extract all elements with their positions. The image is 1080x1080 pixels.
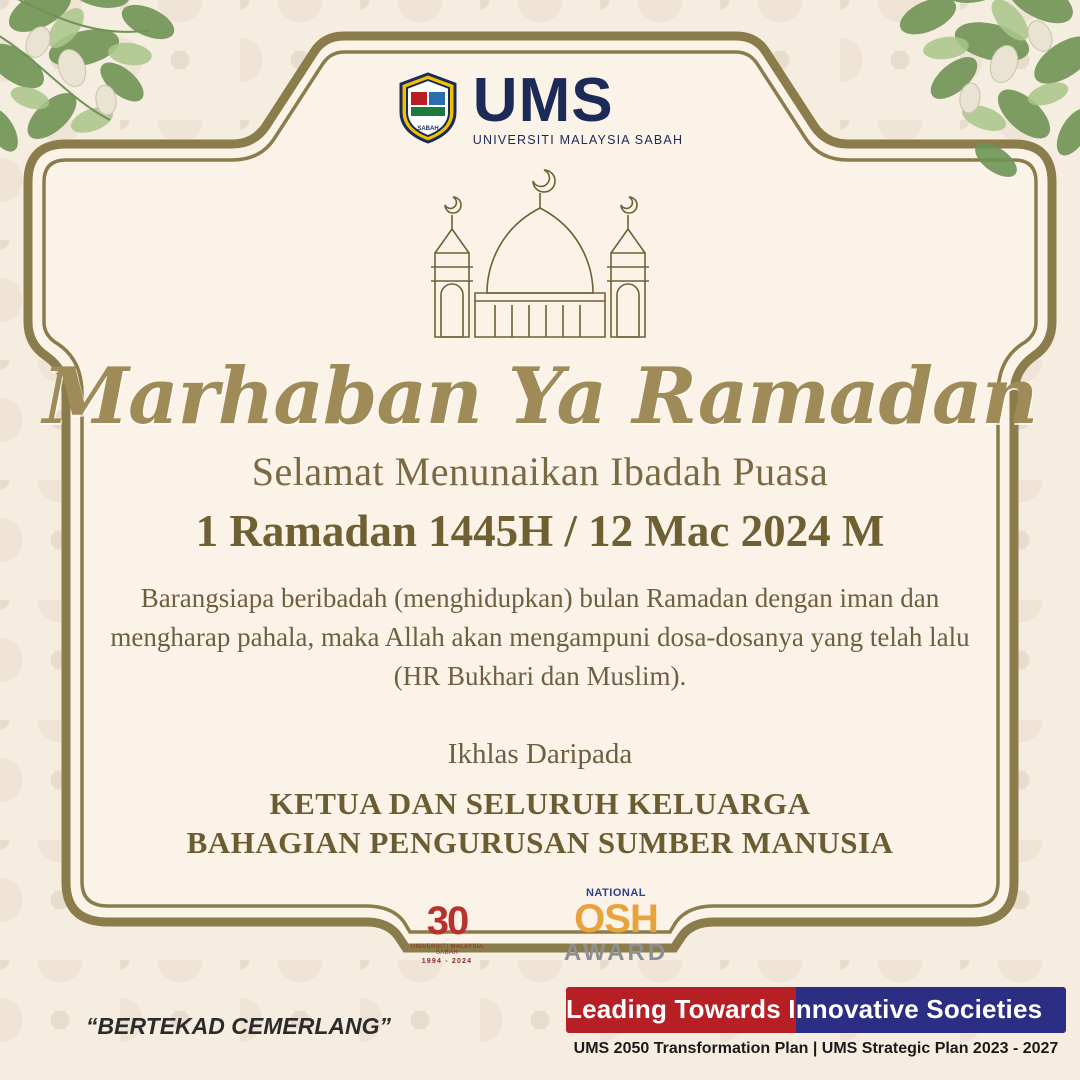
- signer-line-2: BAHAGIAN PENGURUSAN SUMBER MANUSIA: [186, 824, 894, 860]
- signer-line-1: KETUA DAN SELURUH KELUARGA: [269, 785, 811, 821]
- card-content: [14, 22, 1066, 965]
- greeting-card: [14, 22, 1066, 967]
- greeting-subtitle: Selamat Menunaikan Ibadah Puasa: [251, 448, 829, 494]
- hadith-text: Barangsiapa beribadah (menghidupkan) bulan Ramadan dengan iman dan mengharap pahala, maka Allah akan mengampuni dosa-dosanya yang telah lalu (HR Bukhari dan Muslim).: [110, 582, 970, 691]
- osh-bottom-text: AWARD: [563, 939, 669, 967]
- anniversary-caption: UNIVERSITI MALAYSIA SABAH: [410, 944, 484, 957]
- from-label: Ikhlas Daripada: [447, 737, 633, 770]
- ums-logo-text: UMS: [472, 66, 614, 135]
- university-motto: “BERTEKAD CEMERLANG”: [86, 1013, 391, 1039]
- greeting-date: 1 Ramadan 1445H / 12 Mac 2024 M: [195, 505, 885, 556]
- national-osh-award-icon: [551, 888, 681, 965]
- page-title: Marhaban Ya Ramadan: [42, 350, 1038, 442]
- osh-main-text: OSH: [574, 897, 658, 942]
- badge-row: [14, 888, 1066, 965]
- mosque-line-art-icon: [375, 153, 705, 343]
- banner-title: Leading Towards Innovative Societies: [566, 994, 1043, 1024]
- banner-subtitle: UMS 2050 Transformation Plan | UMS Strategic Plan 2023 - 2027: [573, 1040, 1059, 1057]
- osh-top-text: NATIONAL: [585, 887, 646, 900]
- anniversary-number: 30: [426, 899, 468, 944]
- footer: [0, 968, 1080, 1080]
- svg-text:SABAH: SABAH: [417, 126, 439, 133]
- ums-30th-anniversary-icon: [399, 901, 495, 965]
- ums-logo-subtext: UNIVERSITI MALAYSIA SABAH: [472, 133, 684, 147]
- ums-strategic-banner: [566, 987, 1066, 1058]
- ums-crest-icon: [397, 72, 459, 144]
- anniversary-years: 1994 - 2024: [421, 958, 473, 966]
- ums-logo: [14, 66, 1066, 147]
